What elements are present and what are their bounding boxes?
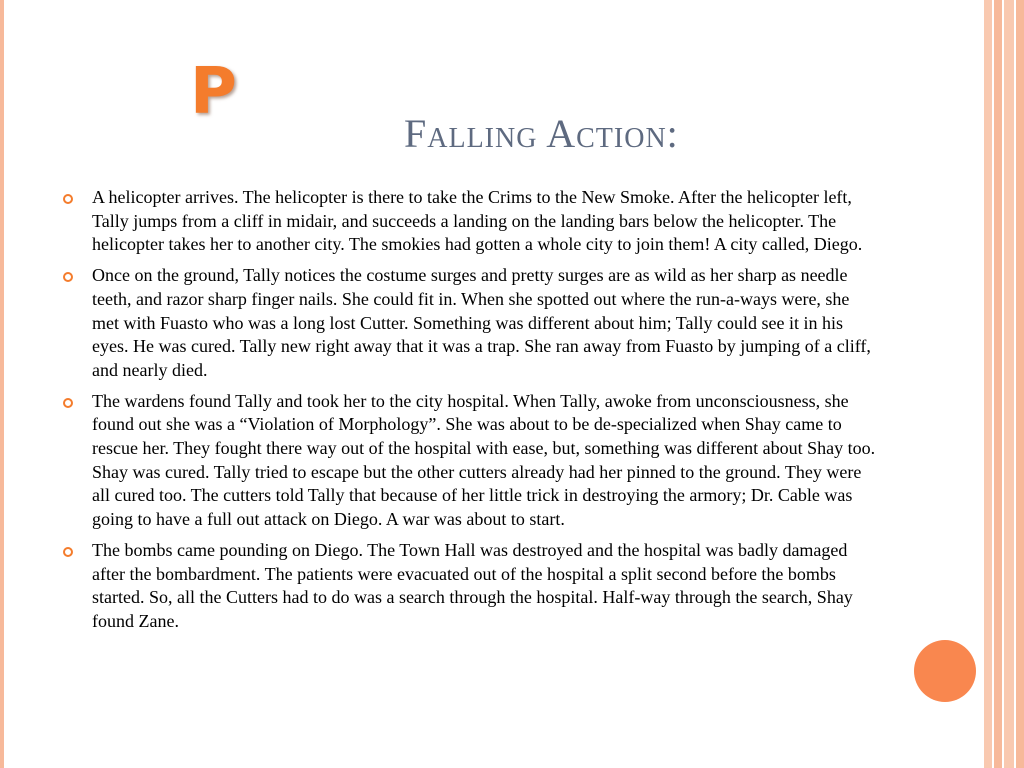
decorative-stripe [1004, 0, 1014, 768]
bullet-text: Once on the ground, Tally notices the costume surges and pretty surges are as wild as her sharp as needle teeth, and razor sharp finger nails. She could fit in. When she spotted out where the run-a-ways were, she met with Fuasto who was a long lost Cutter. Something was different about him; Tally could see it in his eyes. He was cured. Tally new right away that it was a trap. She ran away from Fuasto by jumping of a cliff, and nearly died. [92, 265, 871, 380]
list-item [60, 539, 880, 634]
decorative-circle [914, 640, 976, 702]
decorative-stripe [1016, 0, 1024, 768]
left-border [0, 0, 4, 768]
bullet-circle-icon [63, 194, 73, 204]
bullet-text: A helicopter arrives. The helicopter is there to take the Crims to the New Smoke. After the helicopter left, Tally jumps from a cliff in midair, and succeeds a landing on the landing bars below the helicopter. The helicopter takes her to another city. The smokies had gotten a whole city to join them! A city called, Diego. [92, 187, 863, 255]
list-item [60, 264, 880, 383]
bullet-text: The wardens found Tally and took her to the city hospital. When Tally, awoke from unconsciousness, she found out she was a “Violation of Morphology”. She was about to be de-specialized when Shay came to rescue her. They fought there way out of the hospital with ease, but, something was different about Shay too. Shay was cured. Tally tried to escape but the other cutters already had her pinned to the ground. They were all cured too. The cutters told Tally that because of her little trick in destroying the armory; Dr. Cable was going to have a full out attack on Diego. A war was about to start. [92, 390, 876, 530]
big-letter-p: P [190, 55, 237, 129]
bullet-circle-icon [63, 398, 73, 408]
decorative-stripe [984, 0, 992, 768]
list-item [60, 186, 880, 257]
list-item [60, 390, 880, 532]
bullet-list [60, 186, 880, 641]
bullet-circle-icon [63, 547, 73, 557]
bullet-text: The bombs came pounding on Diego. The Town Hall was destroyed and the hospital was badly damaged after the bombardment. The patients were evacuated out of the hospital a split second before the bombs started. So, all the Cutters had to do was a search through the hospital. Half-way through the search, Shay found Zane. [92, 539, 853, 631]
slide-title: Falling Action: [404, 111, 679, 156]
bullet-circle-icon [63, 272, 73, 282]
decorative-stripe [994, 0, 1002, 768]
